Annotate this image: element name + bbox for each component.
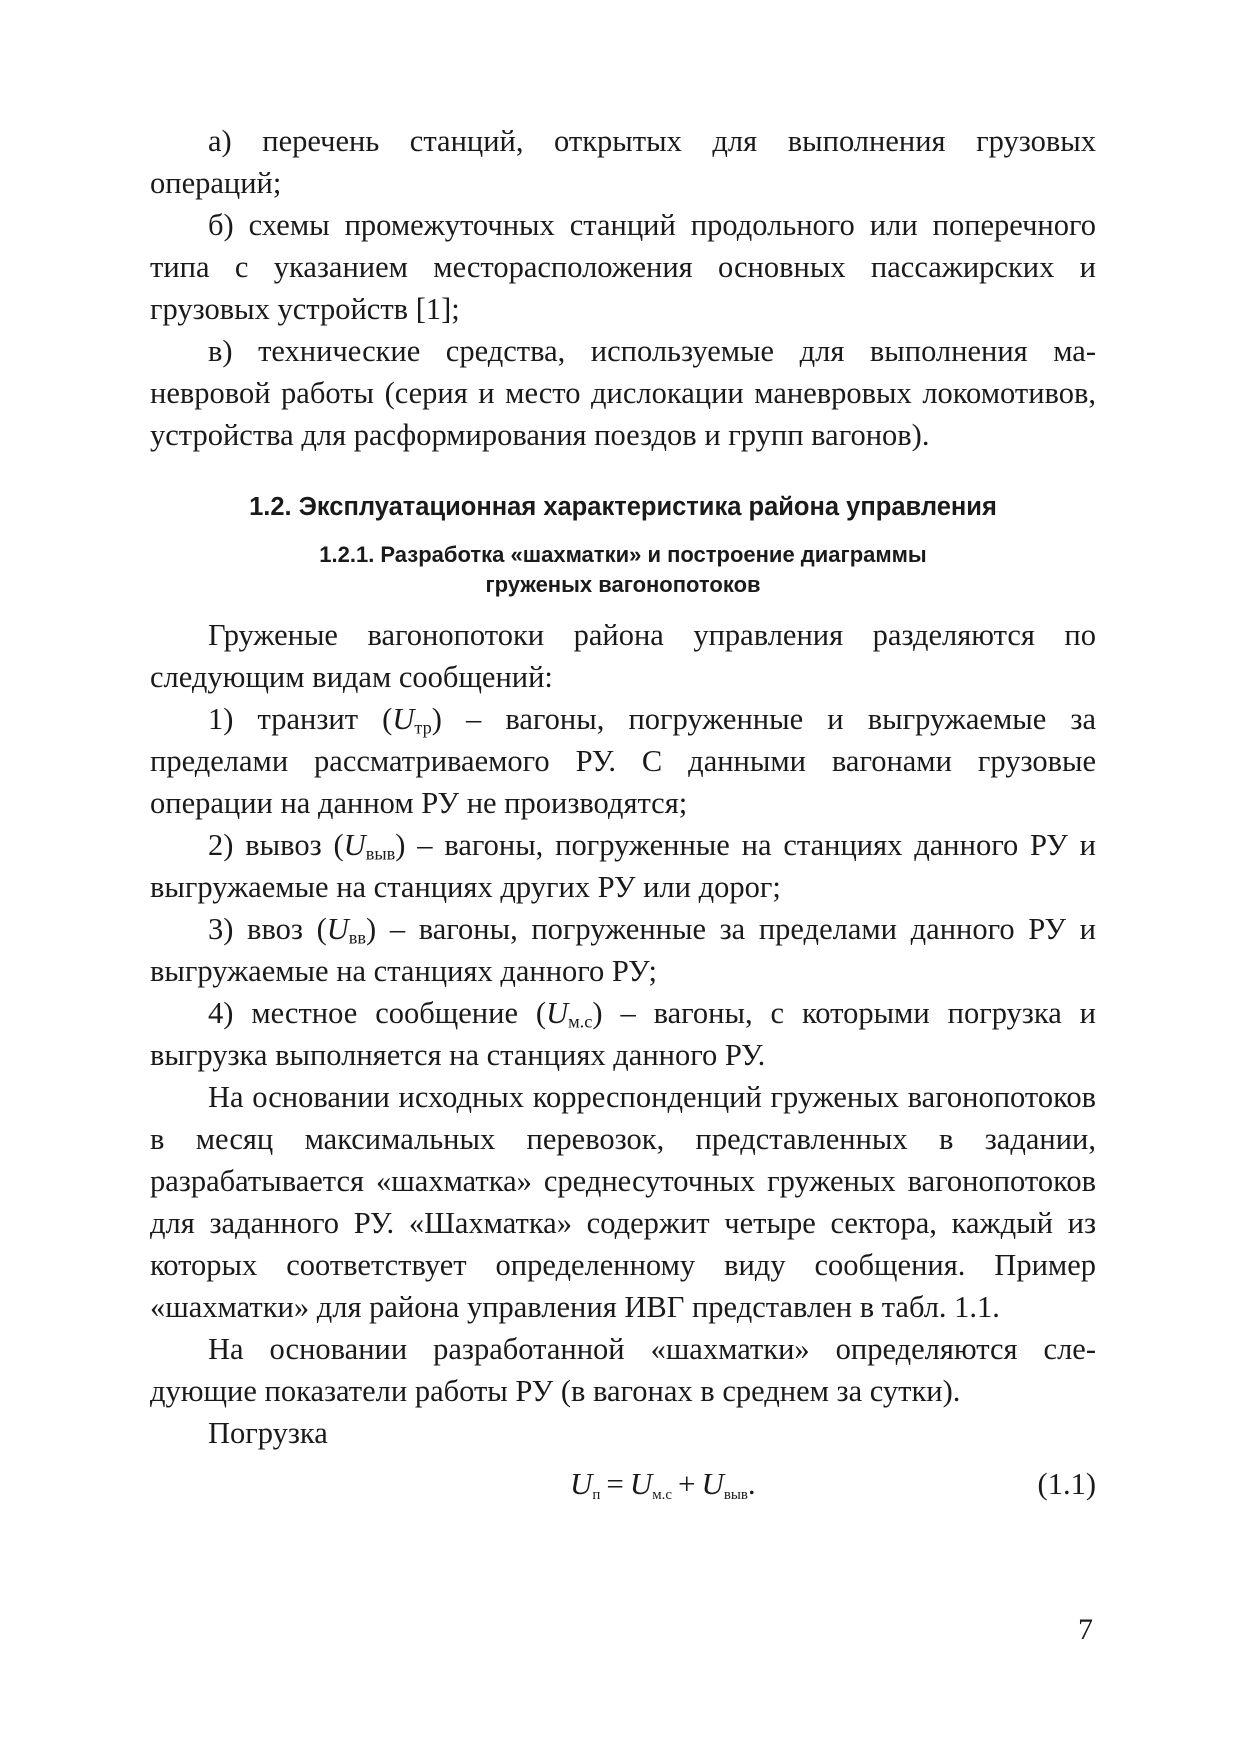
list-item-a: а) перечень станций, открытых для выполнения грузовых операций; <box>150 124 1096 200</box>
page-body <box>150 120 1096 1514</box>
intro-paragraph: Груженые вагонопотоки района управления разделяются по следующим видам сообщений: <box>150 618 1096 694</box>
page-number: 7 <box>1078 1613 1093 1646</box>
subsection-heading-line-2: груженых вагонопотоков <box>485 572 761 597</box>
traffic-type-transit: 1) транзит $(U_{тр})$ – вагоны, погруженные и выгружаемые за пределами рассматриваемого РУ. С данными вагонами грузовые операции на данном РУ не производятся; <box>150 702 1096 820</box>
loading-formula: $U_п = U_{м.с} + U_{выв}$. <box>570 1466 756 1504</box>
formula-1-1 <box>150 1458 1096 1514</box>
section-heading: 1.2. Эксплуатационная характеристика района управления <box>249 493 997 521</box>
subsection-heading <box>150 540 1096 600</box>
indicators-paragraph: На основании разработанной «шахматки» определяются следующие показатели работы РУ (в вагонах в среднем за сутки). <box>150 1332 1096 1408</box>
list-item-v: в) технические средства, используемые для выполнения маневровой работы (серия и место дислокации маневровых локомотивов, устройства для расформирования поездов и групп вагонов). <box>150 334 1096 452</box>
chess-table-paragraph: На основании исходных корреспонденций груженых вагонопотоков в месяц максимальных перевозок, представленных в задании, разрабатывается «шахматка» среднесуточных груженых вагонопотоков для заданного РУ. «Шахматка» содержит четыре сектора, каждый из которых соответствует определенному виду сообщения. Пример «шахматки» для района управления ИВГ представлен в табл. 1.1. <box>150 1080 1096 1324</box>
list-item-b: б) схемы промежуточных станций продольного или поперечного типа с указанием месторасположения основных пассажирских и грузовых устройств [1]; <box>150 208 1096 326</box>
traffic-type-export: 2) вывоз $(U_{выв})$ – вагоны, погруженные на станциях данного РУ и выгружаемые на станциях других РУ или дорог; <box>150 828 1097 904</box>
equation-number: (1.1) <box>1037 1467 1096 1501</box>
loading-label: Погрузка <box>208 1416 328 1450</box>
traffic-type-import: 3) ввоз $(U_{вв})$ – вагоны, погруженные за пределами данного РУ и выгружаемые на станциях данного РУ; <box>150 912 1096 988</box>
traffic-type-local: 4) местное сообщение $(U_{м.с})$ – вагоны, с которыми погрузка и выгрузка выполняется на станциях данного РУ. <box>150 996 1096 1072</box>
subsection-heading-line-1: 1.2.1. Разработка «шахматки» и построение диаграммы <box>319 542 927 567</box>
